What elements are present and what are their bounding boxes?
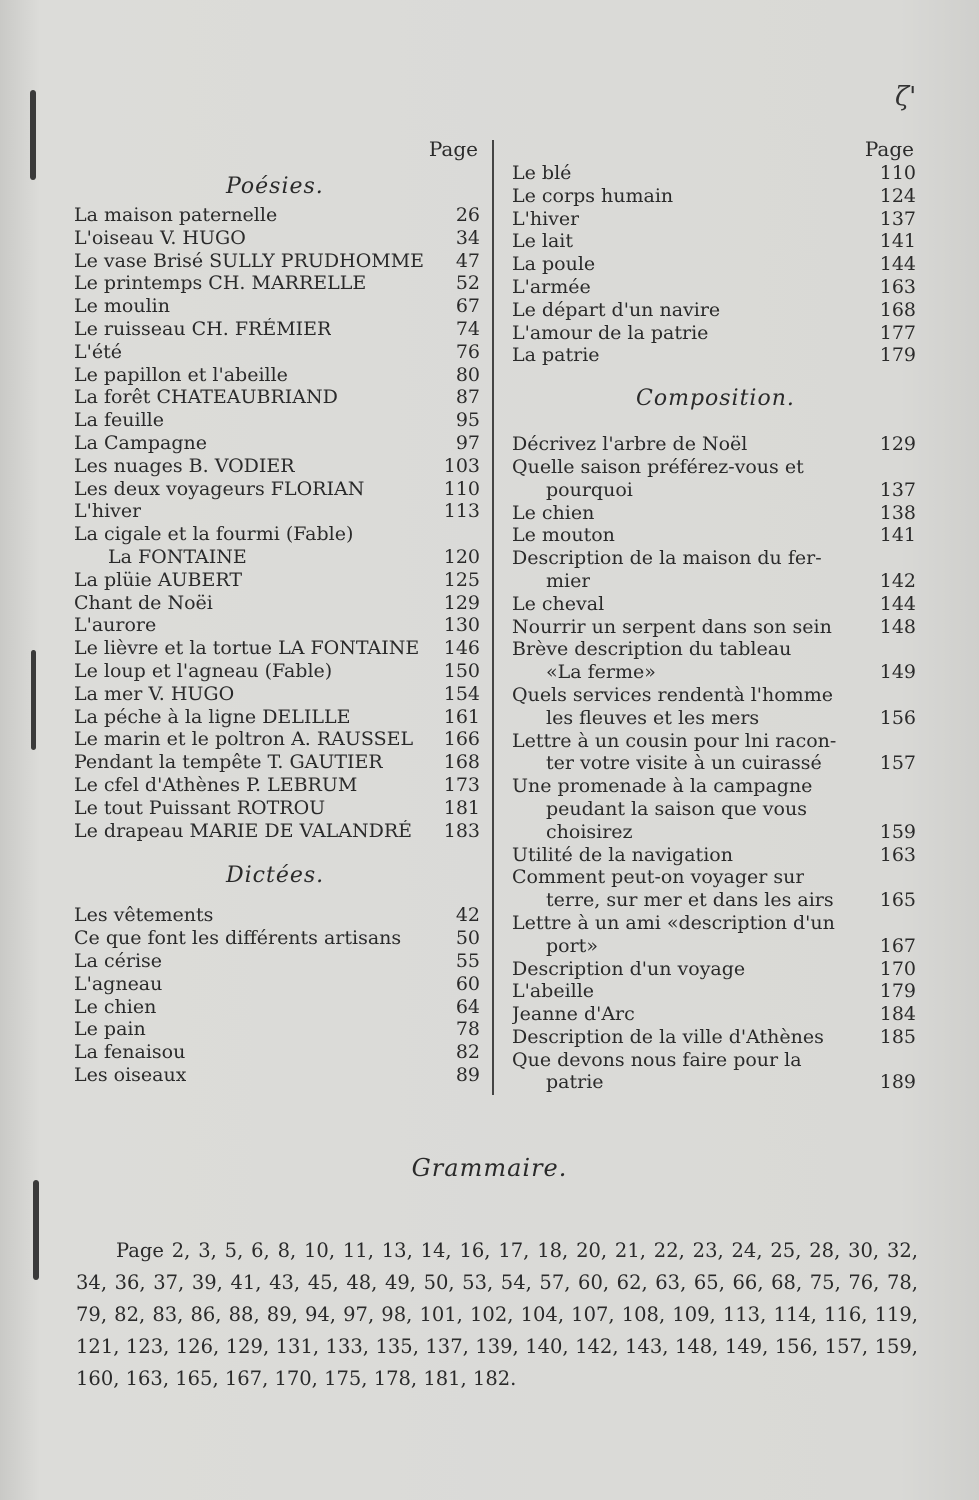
toc-entry [512,684,916,707]
toc-entry [74,318,480,341]
toc-entry-page: 157 [879,752,916,775]
toc-entry [74,546,480,569]
toc-entry-page: 50 [455,927,480,950]
toc-entry-title: L'abeille [512,980,595,1003]
toc-entry-page: 80 [455,363,480,386]
toc-entry-title: Ce que font les différents artisans [74,927,402,950]
toc-entry [74,728,480,751]
binding-mark-top [30,90,36,180]
column-divider [492,140,494,1095]
toc-entry-title: Le cfel d'Athènes P. LEBRUM [74,773,358,796]
toc-entry [512,912,916,935]
toc-entry-title: Le papillon et l'abeille [74,363,288,386]
toc-entry-title: La FONTAINE [108,545,247,568]
toc-entry-page: 129 [443,591,480,614]
left-column [74,136,480,1087]
toc-entry-title: Le chien [74,995,157,1018]
toc-entry-title: mier [546,569,591,592]
toc-entry [74,614,480,637]
toc-entry [74,364,480,387]
toc-entry-page: 60 [455,972,480,995]
toc-entry-page: 141 [879,524,916,547]
toc-entry [512,1071,916,1094]
toc-entry-page: 183 [443,819,480,842]
toc-entry-title: Que devons nous faire pour la [512,1048,802,1071]
toc-entry-page: 138 [879,501,916,524]
toc-entry-page: 82 [455,1041,480,1064]
toc-entry-title: choisirez [546,820,633,843]
toc-entry-title: L'été [74,340,122,363]
toc-entry [512,433,916,456]
toc-entry [512,208,916,231]
poesies-list [74,204,480,842]
toc-entry-page: 34 [455,226,480,249]
dictees-list [74,904,480,1086]
toc-entry-title: L'hiver [74,500,142,523]
toc-entry-title: Le mouton [512,524,615,547]
toc-entry-title: Le lait [512,230,574,253]
toc-entry-page: 181 [443,796,480,819]
toc-entry-page: 74 [455,317,480,340]
toc-entry-title: Les vêtements [74,904,214,927]
toc-entry [512,866,916,889]
toc-entry [512,935,916,958]
toc-entry-title: pourquoi [546,478,633,501]
toc-entry-page: 168 [879,298,916,321]
toc-entry-page: 163 [879,843,916,866]
toc-entry-page: 42 [455,904,480,927]
toc-entry-title: Le cheval [512,592,605,615]
section-title-poesies: Poésies. [226,174,324,199]
toc-entry [74,706,480,729]
toc-entry [512,322,916,345]
toc-entry [74,904,480,927]
toc-entry-page: 125 [443,568,480,591]
toc-entry-title: Le pain [74,1018,146,1041]
toc-entry [512,707,916,730]
toc-entry-page: 177 [879,321,916,344]
toc-entry-page: 141 [879,230,916,253]
toc-entry-page: 95 [455,409,480,432]
toc-entry-title: La cérise [74,949,163,972]
toc-entry-page: 148 [879,615,916,638]
toc-entry-title: Quelle saison préférez-vous et [512,455,804,478]
toc-entry-title: La mer V. HUGO [74,682,235,705]
toc-entry-title: Le corps humain [512,184,674,207]
toc-entry-page: 78 [455,1018,480,1041]
toc-entry-title: Pendant la tempête T. GAUTIER [74,751,383,774]
toc-entry-page: 64 [455,995,480,1018]
toc-entry-title: Le marin et le poltron A. RAUSSEL [74,728,414,751]
toc-entry [512,980,916,1003]
toc-entry-title: La Campagne [74,431,207,454]
page-header-left: Page [428,137,478,161]
toc-entry-page: 129 [879,433,916,456]
toc-entry-title: L'amour de la patrie [512,321,709,344]
toc-entry [74,295,480,318]
toc-entry-page: 26 [455,204,480,226]
toc-entry [512,661,916,684]
toc-entry-page: 137 [879,478,916,501]
toc-entry [74,950,480,973]
toc-entry-page: 124 [879,184,916,207]
toc-entry-title: patrie [546,1071,604,1094]
toc-entry-title: La forêt CHATEAUBRIAND [74,386,338,409]
toc-entry [512,299,916,322]
toc-entry-title: terre, sur mer et dans les airs [546,889,834,912]
toc-entry-page: 146 [443,637,480,660]
toc-entry-page: 52 [455,272,480,295]
toc-entry [74,341,480,364]
toc-entry-title: Le lièvre et la tortue LA FONTAINE [74,637,420,660]
toc-entry-page: 167 [879,934,916,957]
toc-entry [74,204,480,227]
toc-entry [74,1018,480,1041]
toc-entry-title: port» [546,934,598,957]
toc-entry-title: Lettre à un ami «description d'un [512,911,835,934]
toc-entry-page: 142 [879,569,916,592]
toc-entry [74,774,480,797]
page-header-right: Page [864,137,914,161]
toc-entry-page: 179 [879,980,916,1003]
toc-entry-page: 76 [455,340,480,363]
toc-entry [74,409,480,432]
toc-entry-page: 170 [879,957,916,980]
toc-entry [512,479,916,502]
toc-entry [512,185,916,208]
toc-entry [512,524,916,547]
toc-entry-title: L'oiseau V. HUGO [74,226,246,249]
toc-entry-title: La plüie AUBERT [74,568,243,591]
binding-mark-middle [31,650,36,750]
toc-entry [512,570,916,593]
toc-entry [512,344,916,367]
toc-entry [74,569,480,592]
toc-entry-page: 161 [443,705,480,728]
toc-entry-page: 168 [443,751,480,774]
toc-entry-title: «La ferme» [546,661,656,684]
toc-entry [512,593,916,616]
toc-entry-title: ter votre visite à un cuirassé [546,752,822,775]
toc-entry [512,775,916,798]
toc-entry [74,996,480,1019]
toc-entry-title: Le moulin [74,295,170,318]
toc-entry [512,547,916,570]
toc-entry [74,478,480,501]
toc-entry [512,456,916,479]
toc-entry-page: 130 [443,614,480,637]
toc-entry-title: L'aurore [74,614,157,637]
toc-entry-title: Description de la maison du fer- [512,547,822,570]
toc-entry-title: L'agneau [74,972,163,995]
toc-entry [74,973,480,996]
toc-entry-title: Les oiseaux [74,1063,187,1086]
right-top-list [512,162,916,367]
toc-entry-title: La fenaisou [74,1041,186,1064]
toc-entry-page: 166 [443,728,480,751]
toc-entry [512,616,916,639]
toc-entry-page: 173 [443,773,480,796]
composition-list [512,433,916,1094]
toc-entry [74,1064,480,1087]
toc-entry-title: Le printemps CH. MARRELLE [74,272,367,295]
toc-entry-title: Nourrir un serpent dans son sein [512,615,832,638]
toc-entry-title: La feuille [74,409,164,432]
toc-entry-title: La poule [512,253,596,276]
toc-entry [74,820,480,843]
toc-entry [512,958,916,981]
toc-entry-page: 89 [455,1063,480,1086]
toc-entry [512,844,916,867]
right-column [512,136,916,1094]
toc-entry-page: 113 [443,500,480,523]
toc-entry [74,272,480,295]
toc-entry [74,455,480,478]
toc-entry-title: Jeanne d'Arc [512,1003,635,1026]
toc-entry [512,1049,916,1072]
toc-entry-page: 87 [455,386,480,409]
toc-entry-title: peudant la saison que vous [546,797,807,820]
toc-entry-page: 150 [443,659,480,682]
toc-entry [512,502,916,525]
toc-entry-title: L'armée [512,275,591,298]
toc-entry-page: 184 [879,1003,916,1026]
toc-entry-page: 165 [879,889,916,912]
toc-entry-title: Chant de Noëi [74,591,213,614]
toc-entry-page: 159 [879,820,916,843]
toc-entry-title: Le chien [512,501,595,524]
toc-entry-title: Description de la ville d'Athènes [512,1025,824,1048]
toc-entry-title: Le blé [512,162,572,184]
binding-mark-bottom [33,1180,39,1280]
toc-entry-title: La patrie [512,344,600,367]
toc-entry [74,660,480,683]
toc-entry [74,523,480,546]
toc-entry-title: Les deux voyageurs FLORIAN [74,477,365,500]
toc-entry [512,1003,916,1026]
toc-entry-page: 67 [455,295,480,318]
toc-entry [512,752,916,775]
toc-entry-page: 110 [879,162,916,184]
toc-entry [74,637,480,660]
toc-entry-page: 179 [879,344,916,367]
section-title-dictees: Dictées. [226,863,325,889]
toc-entry [74,500,480,523]
toc-entry-page: 144 [879,592,916,615]
toc-entry-title: Comment peut-on voyager sur [512,866,805,889]
toc-entry-page: 110 [443,477,480,500]
toc-entry-page: 154 [443,682,480,705]
toc-entry [512,1026,916,1049]
toc-entry [74,927,480,950]
toc-entry-page: 47 [455,249,480,272]
toc-entry-title: La cigale et la fourmi (Fable) [74,523,354,546]
toc-entry [74,592,480,615]
toc-entry-page: 137 [879,207,916,230]
toc-entry-title: Description d'un voyage [512,957,746,980]
toc-entry [74,751,480,774]
toc-entry-title: Brève description du tableau [512,638,792,661]
toc-entry-page: 97 [455,431,480,454]
toc-entry [74,1041,480,1064]
toc-entry [74,227,480,250]
toc-entry [512,889,916,912]
toc-entry-title: Le vase Brisé SULLY PRUDHOMME [74,249,425,272]
toc-entry [512,253,916,276]
toc-entry-title: La péche à la ligne DELILLE [74,705,351,728]
toc-entry-title: Utilité de la navigation [512,843,733,866]
toc-entry-page: 149 [879,661,916,684]
toc-entry [74,386,480,409]
toc-entry-page: 156 [879,706,916,729]
toc-entry-title: Le drapeau MARIE DE VALANDRÉ [74,819,413,842]
toc-entry-page: 185 [879,1025,916,1048]
toc-entry-title: Les nuages B. VODIER [74,454,295,477]
section-title-composition: Composition. [636,386,795,412]
toc-entry-page: 189 [879,1071,916,1094]
toc-entry-title: Lettre à un cousin pour lni racon- [512,729,837,752]
toc-entry-title: Le tout Puissant ROTROU [74,796,326,819]
toc-entry-title: La maison paternelle [74,204,278,226]
toc-entry-page: 120 [443,545,480,568]
toc-entry-title: Le loup et l'agneau (Fable) [74,659,333,682]
toc-entry [74,797,480,820]
toc-entry [512,162,916,185]
toc-entry-page: 55 [455,949,480,972]
toc-entry-title: Décrivez l'arbre de Noël [512,433,748,456]
toc-entry-page: 144 [879,253,916,276]
toc-entry [512,798,916,821]
toc-entry-title: les fleuves et les mers [546,706,760,729]
toc-entry-title: Le départ d'un navire [512,298,721,321]
grammaire-page-list: Page 2, 3, 5, 6, 8, 10, 11, 13, 14, 16, 17, 18, 20, 21, 22, 23, 24, 25, 28, 30, 32, 34, 36, 37, 39, 41, 43, 45, 48, 49, 50, 53, 54, 57, 60, 62, 63, 65, 66, 68, 75, 76, 78, 79, 82, 83, 86, 88, 89, 94, 97, 98, 101, 102, 104, 107, 108, 109, 113, 114, 116, 119, 121, 123, 126, 129, 131, 133, 135, 137, 139, 140, 142, 143, 148, 149, 156, 157, 159, 160, 163, 165, 167, 170, 175, 178, 181, 182. [76,1239,918,1390]
toc-entry-title: L'hiver [512,207,580,230]
toc-entry-page: 103 [443,454,480,477]
toc-entry [512,730,916,753]
toc-entry [512,276,916,299]
toc-entry [74,683,480,706]
section-title-grammaire: Grammaire. [411,1154,568,1182]
toc-entry-page: 163 [879,275,916,298]
page-number: ζ' [895,82,917,112]
toc-entry [512,230,916,253]
toc-entry [74,432,480,455]
toc-entry-title: Quels services rendentà l'homme [512,683,833,706]
toc-entry [512,638,916,661]
toc-entry [74,250,480,273]
toc-entry-title: Le ruisseau CH. FRÉMIER [74,317,332,340]
toc-entry [512,821,916,844]
toc-entry-title: Une promenade à la campagne [512,775,813,798]
